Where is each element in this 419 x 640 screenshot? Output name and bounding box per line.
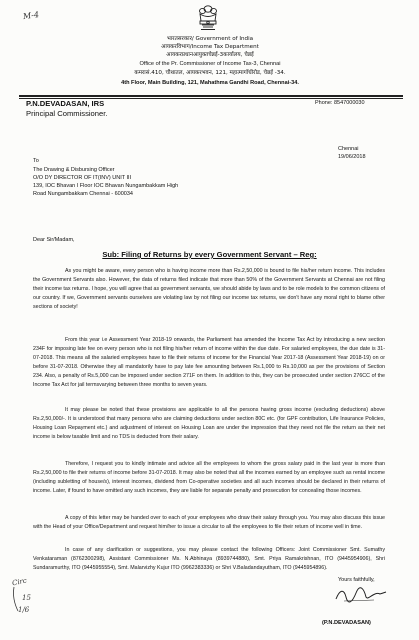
letterhead-dept: आयकरविभाग/Income Tax Department xyxy=(161,44,259,50)
signature-icon xyxy=(330,585,390,605)
handwritten-note-bottom: Circ xyxy=(11,576,28,588)
letter-date: 19/06/2018 xyxy=(338,154,366,160)
letterhead-address-en: 4th Floor, Main Building, 121, Mahathma Gandhi Road, Chennai-34. xyxy=(121,80,299,86)
recipient-line: Road Nungambakkam Chennai - 600034 xyxy=(33,191,133,197)
national-emblem-icon xyxy=(195,3,221,33)
letterhead-address-hindi: कमरासं.410, चौथातल, आयकरभवन, 121, महात्मागाँधीरोड, चेन्नई -34. xyxy=(134,70,286,76)
handwritten-scribble xyxy=(10,585,40,615)
body-paragraph: A copy of this letter may be handed over to each of your employees who draw their salary through you. You may also discuss this issue with the Head of your Office/Department and request him/her to issue a circular to all the employees to file their return of income well in time. xyxy=(33,515,385,530)
handwritten-note-bottom: 15 xyxy=(22,594,31,602)
sender-title: Principal Commissioner. xyxy=(26,109,108,118)
body-paragraph: In case of any clarification or suggestions, you may please contact the following Officers: Joint Commissioner Smt. Sumathy Venkataraman (8762300298), Assistant Commissioner Ms. N.Abhinaya (8939744880), Smt. Priya Ramakrishnan, ITO (9445954906), Shri Sundaramurthy, ITO (9445955554), Smt. Malarvizhy Kujur ITO (9962383336) or Shri V.Baladandayutham, ITO (9445954896). xyxy=(33,547,385,571)
recipient-line: The Drawing & Disbursing Officer xyxy=(33,167,115,173)
salutation: Dear Sir/Madam, xyxy=(33,237,75,243)
header-divider xyxy=(19,95,403,97)
body-paragraph: Therefore, I request you to kindly intimate and advice all the employees to whom the gross salary paid in the last year is more than Rs.2,50,000 to file their returns of income before 31-07-2018. It may also be noted that all the incomes earned by an employee such as rental income (including subletting of house/s), interest incomes, dividend from Co-operative societies and all such incomes should be declared in their returns of income. Later, if found to have omitted any such incomes, they are liable for separate penalty and prosecution for concealing those incomes. xyxy=(33,461,385,494)
sender-phone: Phone: 8547000030 xyxy=(315,100,365,106)
body-paragraph: From this year i.e Assessment Year 2018-19 onwards, the Parliament has amended the Income Tax Act by introducing a new section 234F for imposing late fee on every person who is not filing his/her return of income within the due date. For salaried employees, the due date is 31-07-2018. This means all the salaried employees have to file their returns of income for the Financial Year 2017-18 (Assessment Year 2018-19) on or before 31-07-2018. Otherwise they all mandatorily have to pay late fee amounting between Rs.1,000 to Rs.10,000 as per the provisions of Section 234. Also, a penalty of Rs.5,000 can be imposed under section 271F on them. In addition to this, they can be prosecuted under section 276CC of the Income Tax Act for jail termsvarying between three months to seven years. xyxy=(33,337,385,388)
signoff: Yours faithfully, xyxy=(338,577,375,583)
recipient-line: O/O DY DIRECTOR OF IT(INV) UNIT III xyxy=(33,175,132,181)
signatory-name: (P.N.DEVADASAN) xyxy=(322,620,371,626)
to-label: To xyxy=(33,158,39,164)
handwritten-note-top: M-4 xyxy=(22,9,40,22)
letterhead-office-hindi: आयकरप्रधानआयुक्तचेन्नई-3कार्यालय, चेन्नई xyxy=(166,52,254,58)
sender-name: P.N.DEVADASAN, IRS xyxy=(26,99,105,108)
recipient-line: 139, IOC Bhavan I Floor IOC Bhavan Nungambakkam High xyxy=(33,183,179,189)
subject-line: Sub: Filing of Returns by every Government Servant – Reg: xyxy=(102,250,317,259)
letterhead-office-en: Office of the Pr. Commissioner of Income Tax-3, Chennai xyxy=(139,61,281,67)
body-paragraph: As you might be aware, every person who is having income more than Rs.2,50,000 is bound to file his/her return income. This includes the Government Servants also. However, the data of returns filed indicate that more than 50% of the Government Servants at Chennai are not filing their income tax returns. I hope, you will agree that as government servants, we should abide by laws and to be role models to the common citizens of our country. If we, Government servants ourselves are violating law by not filing our income tax returns, we don't have any moral right to blame other sections of society! xyxy=(33,268,385,310)
letterhead-govt: भारतसरकार/ Government of India xyxy=(166,36,254,42)
letter-place: Chennai xyxy=(338,146,359,152)
body-paragraph: It may please be noted that these provisions are applicable to all the persons having gross income (excluding deductions) above Rs.2,50,000/-. It is understood that many persons who are claiming deductions under section 80C etc. (for GPF contribution, Life Insurance Policies, Housing Loan Repayment etc.) and adjustment of interest on Housing Loan are under the impression that they need not file the return as their net income is below taxable limit and no TDS is deducted from their salary. xyxy=(33,407,385,440)
handwritten-note-bottom: 1/6 xyxy=(18,606,30,614)
